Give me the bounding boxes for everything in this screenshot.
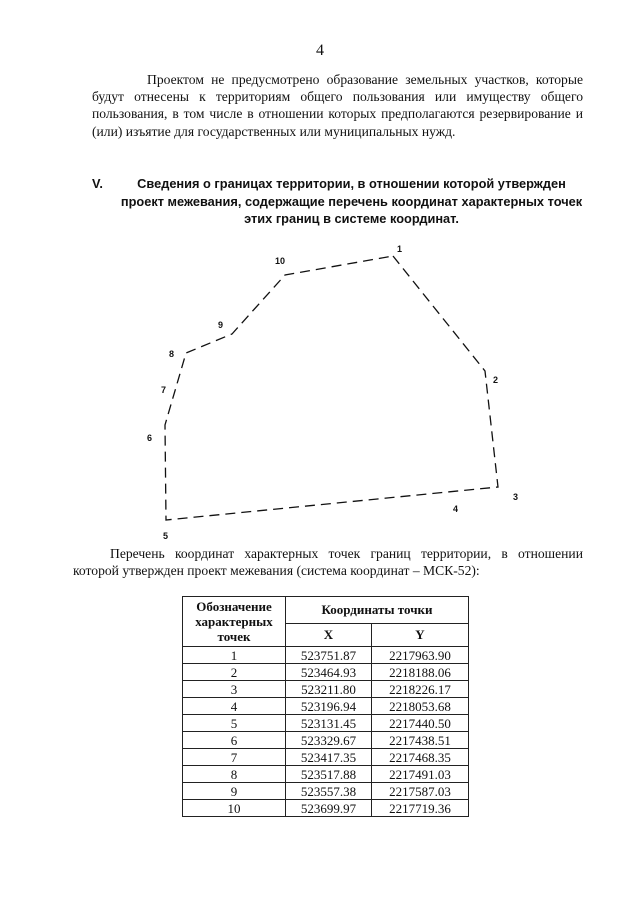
table-row — [183, 766, 469, 783]
point-cell: 10 — [183, 800, 286, 817]
page-number: 4 — [316, 42, 324, 59]
section-title: Сведения о границах территории, в отношении которой утвержден проект межевания, содержащие перечень координат характерных точек этих границ в системе координат. — [120, 176, 583, 226]
y-cell: 2217587.03 — [372, 783, 469, 800]
table-row — [183, 647, 469, 664]
header-y: Y — [372, 624, 469, 647]
point-cell: 8 — [183, 766, 286, 783]
point-cell: 7 — [183, 749, 286, 766]
x-cell: 523517.88 — [286, 766, 372, 783]
table-row — [183, 715, 469, 732]
y-cell: 2218188.06 — [372, 664, 469, 681]
x-cell: 523329.67 — [286, 732, 372, 749]
point-cell: 1 — [183, 647, 286, 664]
section-number: V. — [92, 176, 103, 191]
header-point-label: Обозначение характерных точек — [183, 597, 286, 647]
point-cell: 5 — [183, 715, 286, 732]
boundary-polygon — [165, 256, 498, 520]
x-cell: 523196.94 — [286, 698, 372, 715]
point-label-8: 8 — [169, 349, 175, 359]
y-cell: 2217963.90 — [372, 647, 469, 664]
x-cell: 523699.97 — [286, 800, 372, 817]
x-cell: 523131.45 — [286, 715, 372, 732]
header-x: X — [286, 624, 372, 647]
table-row — [183, 800, 469, 817]
point-label-6: 6 — [147, 433, 153, 443]
y-cell: 2218053.68 — [372, 698, 469, 715]
x-cell: 523211.80 — [286, 681, 372, 698]
table-row — [183, 749, 469, 766]
x-cell: 523417.35 — [286, 749, 372, 766]
table-row — [183, 681, 469, 698]
table-caption: Перечень координат характерных точек границ территории, в отношении которой утвержден проект межевания (система координат – МСК-52): — [73, 546, 583, 579]
point-cell: 9 — [183, 783, 286, 800]
y-cell: 2217468.35 — [372, 749, 469, 766]
point-cell: 4 — [183, 698, 286, 715]
y-cell: 2217719.36 — [372, 800, 469, 817]
coordinates-table — [182, 596, 469, 817]
point-cell: 3 — [183, 681, 286, 698]
point-label-4: 4 — [453, 504, 459, 514]
point-label-1: 1 — [397, 244, 403, 254]
x-cell: 523557.38 — [286, 783, 372, 800]
x-cell: 523751.87 — [286, 647, 372, 664]
point-label-3: 3 — [513, 492, 519, 502]
intro-paragraph: Проектом не предусмотрено образование земельных участков, которые будут отнесены к территориям общего пользования или имуществу общего пользования, в том числе в отношении которых предполагаются резервирование и (или) изъятие для государственных или муниципальных нужд. — [92, 72, 583, 139]
table-row — [183, 732, 469, 749]
y-cell: 2217491.03 — [372, 766, 469, 783]
point-label-2: 2 — [493, 375, 499, 385]
point-cell: 6 — [183, 732, 286, 749]
header-coordinates: Координаты точки — [286, 597, 469, 624]
point-label-9: 9 — [218, 320, 224, 330]
y-cell: 2217440.50 — [372, 715, 469, 732]
point-cell: 2 — [183, 664, 286, 681]
point-label-10: 10 — [275, 256, 286, 266]
point-label-7: 7 — [161, 385, 167, 395]
y-cell: 2217438.51 — [372, 732, 469, 749]
x-cell: 523464.93 — [286, 664, 372, 681]
y-cell: 2218226.17 — [372, 681, 469, 698]
table-row — [183, 698, 469, 715]
table-row — [183, 783, 469, 800]
point-label-5: 5 — [163, 531, 169, 541]
table-row — [183, 664, 469, 681]
